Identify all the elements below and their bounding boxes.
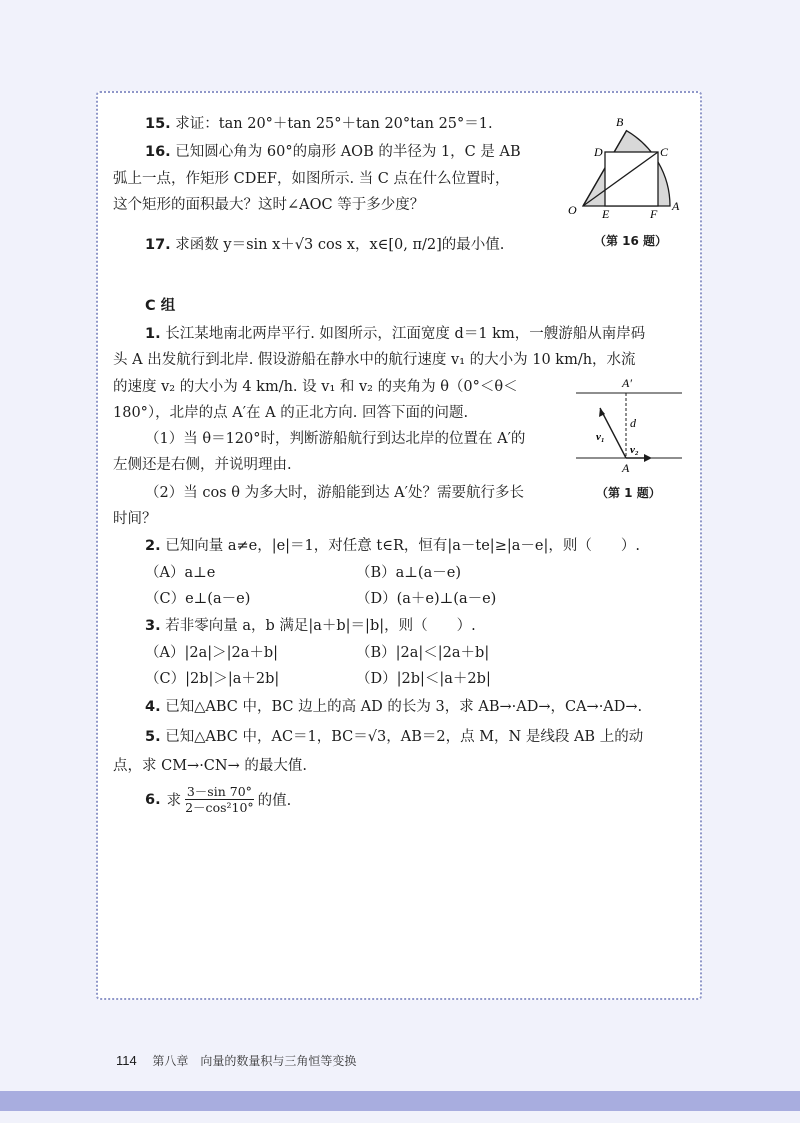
question-3-option-a: （A）|2a|＞|2a＋b| xyxy=(145,645,279,661)
problem-16-line2: 弧上一点，作矩形 CDEF，如图所示. 当 C 点在什么位置时， xyxy=(113,171,510,187)
label-E: E xyxy=(602,207,610,221)
question-6: 6. 求 3－sin 70° 2－cos²10° 的值. xyxy=(145,784,292,815)
question-1-line4: 180°），北岸的点 A′在 A 的正北方向. 回答下面的问题. xyxy=(113,405,469,421)
bottom-color-bar xyxy=(0,1091,800,1111)
question-5-line2: 点，求 CM→·CN→ 的最大值. xyxy=(113,758,307,774)
fraction: 3－sin 70° 2－cos²10° xyxy=(185,784,254,815)
question-1-sub1-line1: （1）当 θ＝120°时，判断游船航行到达北岸的位置在 A′的 xyxy=(145,431,526,447)
question-1-sub2-line1: （2）当 cos θ 为多大时，游船能到达 A′处？需要航行多长 xyxy=(145,485,524,501)
page-number: 114 xyxy=(116,1053,137,1068)
question-4: 4. 已知△ABC 中，BC 边上的高 AD 的长为 3，求 AB→·AD→，CA→·AD→. xyxy=(145,699,643,715)
question-2-option-d: （D）(a＋e)⊥(a－e) xyxy=(356,591,497,607)
figure-16-sector-diagram xyxy=(560,110,690,225)
problem-16-line3: 这个矩形的面积最大？这时∠AOC 等于多少度？ xyxy=(113,197,425,213)
label-A-prime: A′ xyxy=(622,376,632,390)
problem-16-line1: 16. 已知圆心角为 60°的扇形 AOB 的半径为 1，C 是 AB xyxy=(145,144,521,160)
question-3-option-b: （B）|2a|＜|2a＋b| xyxy=(356,645,490,661)
figure-16-caption: （第 16 题） xyxy=(594,234,668,248)
label-C: C xyxy=(660,145,669,159)
question-3-option-d: （D）|2b|＜|a＋2b| xyxy=(356,671,491,687)
label-v2: v₂ xyxy=(630,444,639,456)
page-footer xyxy=(116,1052,356,1069)
problem-17: 17. 求函数 y＝sin x＋√3 cos x，x∈[0, π/2]的最小值. xyxy=(145,237,505,253)
label-O: O xyxy=(568,203,577,217)
label-d: d xyxy=(630,416,636,430)
question-3: 3. 若非零向量 a，b 满足|a＋b|＝|b|，则（ ）. xyxy=(145,618,476,634)
question-3-option-c: （C）|2b|＞|a＋2b| xyxy=(145,671,280,687)
question-1-line2: 头 A 出发航行到北岸. 假设游船在静水中的航行速度 v₁ 的大小为 10 km/h，水流 xyxy=(113,352,636,368)
label-A: A xyxy=(672,199,680,213)
question-1-sub1-line2: 左侧还是右侧，并说明理由. xyxy=(113,457,292,473)
question-2-option-a: （A）a⊥e xyxy=(145,565,216,581)
label-A: A xyxy=(622,461,630,475)
problem-15: 15. 求证：tan 20°＋tan 25°＋tan 20°tan 25°＝1. xyxy=(145,116,493,132)
group-c-title: C 组 xyxy=(145,298,176,314)
question-1-sub2-line2: 时间？ xyxy=(113,511,157,527)
question-2-option-b: （B）a⊥(a－e) xyxy=(356,565,461,581)
label-F: F xyxy=(650,207,658,221)
figure-1-caption: （第 1 题） xyxy=(596,486,661,500)
question-2-option-c: （C）e⊥(a－e) xyxy=(145,591,251,607)
chapter-title: 第八章 向量的数量积与三角恒等变换 xyxy=(152,1054,357,1068)
label-B: B xyxy=(616,115,624,129)
question-5-line1: 5. 已知△ABC 中，AC＝1，BC＝√3，AB＝2，点 M，N 是线段 AB 上的动 xyxy=(145,729,644,745)
question-1-line1: 1. 长江某地南北两岸平行. 如图所示，江面宽度 d＝1 km，一艘游船从南岸码 xyxy=(145,326,646,342)
question-1-line3: 的速度 v₂ 的大小为 4 km/h. 设 v₁ 和 v₂ 的夹角为 θ（0°＜θ＜ xyxy=(113,379,518,395)
label-v1: v₁ xyxy=(596,431,605,443)
question-2: 2. 已知向量 a≠e，|e|＝1，对任意 t∈R，恒有|a－te|≥|a－e|，则（ ）. xyxy=(145,538,640,554)
label-D: D xyxy=(594,145,603,159)
figure-1-river-diagram xyxy=(570,375,690,475)
